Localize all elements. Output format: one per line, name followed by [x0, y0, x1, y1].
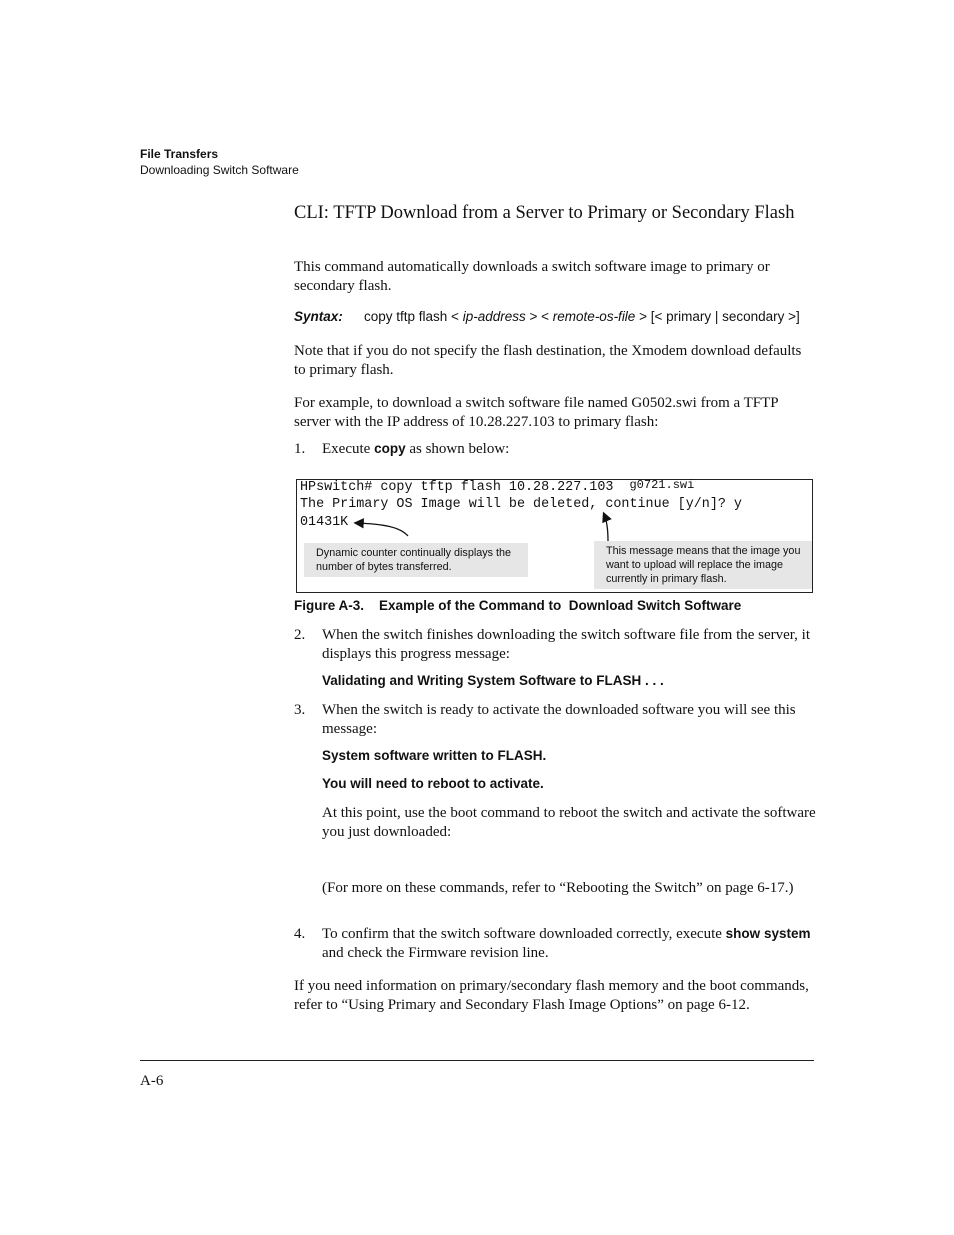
- section-title: CLI: TFTP Download from a Server to Primary or Secondary Flash: [294, 203, 795, 223]
- step-3-number: 3.: [294, 702, 306, 718]
- step-2-message: Validating and Writing System Software to FLASH . . .: [322, 673, 664, 688]
- terminal-filename: g0721.swi: [629, 478, 695, 492]
- figure-caption-text: Example of the Command to Download Switch Software: [379, 598, 742, 613]
- step-1-number: 1.: [294, 441, 306, 457]
- step-3-text: When the switch is ready to activate the downloaded software you will see this message:: [322, 702, 796, 737]
- step-1-pre: Execute: [322, 441, 371, 457]
- terminal-prompt-command: HPswitch# copy tftp flash 10.28.227.103: [300, 480, 614, 495]
- step-3-reference: (For more on these commands, refer to “Rebooting the Switch” on page 6-17.): [322, 880, 794, 896]
- syntax-label: Syntax:: [294, 309, 343, 324]
- step-4-pre: To confirm that the switch software downloaded correctly, execute: [322, 926, 722, 942]
- step-4-command-system: system: [763, 926, 811, 941]
- step-4-command-show: show: [725, 926, 761, 941]
- step-1-post: as shown below:: [409, 441, 510, 457]
- syntax-tail: > [< primary | secondary >]: [639, 309, 800, 324]
- step-1-text: [322, 440, 816, 459]
- callout-right: This message means that the image you want to upload will replace the image currently in primary flash.: [594, 541, 812, 589]
- step-4-post: and check the Firmware revision line.: [322, 944, 549, 961]
- example-paragraph: For example, to download a switch software file named G0502.swi from a TFTP server with the IP address of 10.28.227.103 to primary flash:: [294, 395, 779, 430]
- running-header-section: Downloading Switch Software: [140, 163, 299, 177]
- callout-left: Dynamic counter continually displays the number of bytes transferred.: [304, 543, 528, 577]
- step-4-number: 4.: [294, 926, 306, 942]
- step-3-message-1: System software written to FLASH.: [322, 748, 547, 763]
- note-paragraph: Note that if you do not specify the flash destination, the Xmodem download defaults to primary flash.: [294, 343, 802, 378]
- syntax-sep: > <: [529, 309, 550, 324]
- syntax-arg-ip: ip-address: [462, 309, 526, 324]
- syntax-command: [364, 309, 800, 324]
- closing-paragraph: If you need information on primary/secondary flash memory and the boot commands, refer to “Using Primary and Secondary Flash Image Options” on page 6-12.: [294, 978, 809, 1013]
- step-3-message-2: You will need to reboot to activate.: [322, 776, 544, 791]
- figure-caption: [294, 598, 741, 613]
- step-1-command: copy: [374, 441, 406, 456]
- step-2-number: 2.: [294, 627, 306, 643]
- footer-rule: [140, 1060, 814, 1061]
- step-3-after-text: At this point, use the boot command to reboot the switch and activate the software you just downloaded:: [322, 805, 816, 840]
- syntax-arg-file: remote-os-file: [552, 309, 636, 324]
- page-number: A-6: [140, 1073, 164, 1089]
- step-2-text: When the switch finishes downloading the switch software file from the server, it displays this progress message:: [322, 627, 811, 662]
- right-callout-arrow: [604, 514, 608, 541]
- syntax-cmd: copy tftp flash <: [364, 309, 459, 324]
- terminal-line-2: The Primary OS Image will be deleted, continue [y/n]? y: [300, 497, 742, 512]
- left-callout-arrow: [356, 523, 408, 536]
- step-4-text: [322, 925, 816, 962]
- running-header-chapter: File Transfers: [140, 147, 219, 161]
- terminal-line-3: 01431K: [300, 515, 349, 530]
- figure-caption-number: Figure A-3.: [294, 598, 365, 613]
- intro-paragraph: This command automatically downloads a switch software image to primary or secondary flash.: [294, 259, 770, 294]
